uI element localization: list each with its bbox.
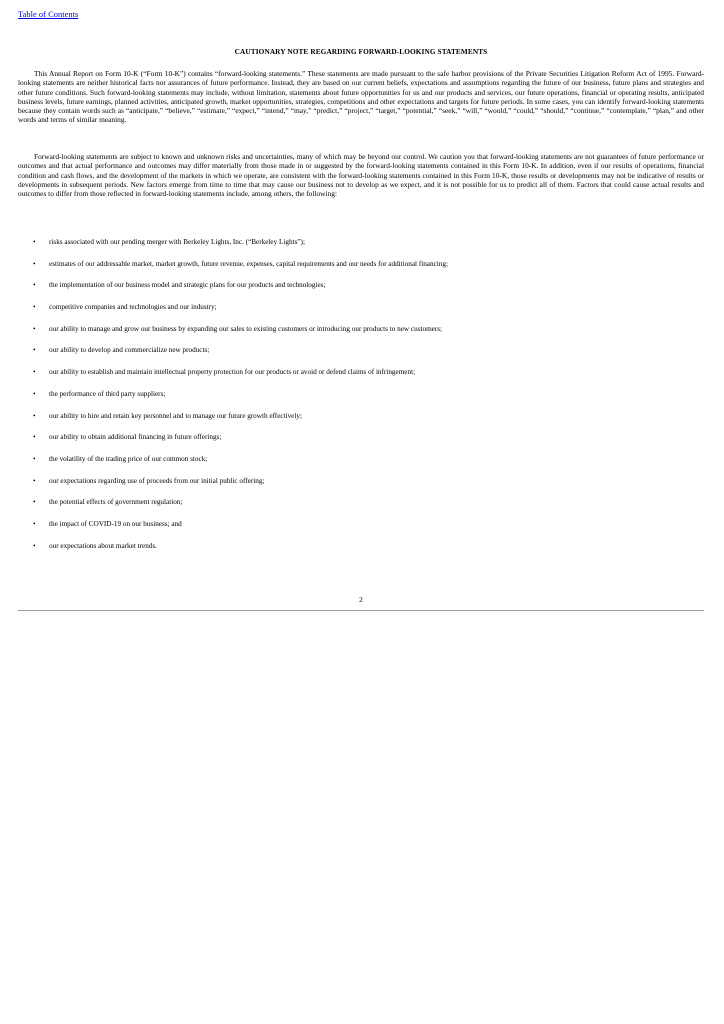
list-item (18, 542, 704, 564)
bullet-icon: • (33, 368, 36, 377)
page-number: 2 (359, 595, 363, 604)
list-item-text: risks associated with our pending merger with Berkeley Lights, Inc. (“Berkeley Lights”); (49, 238, 305, 246)
intro-paragraph: This Annual Report on Form 10-K (“Form 10-K”) contains “forward-looking statements.” These statements are made pursuant to the safe harbor provisions of the Private Securities Litigation Reform Act of 1995. Forward-looking statements are neither historical facts nor assurances of future performance. Instead, they are based on our current beliefs, expectations and assumptions regarding the future of our business, future plans and strategies and other future conditions. Such forward-looking statements may include, without limitation, statements about future opportunities for us and our products and services, our future operations, financial or operating results, anticipated business levels, future earnings, planned activities, anticipated growth, market opportunities, strategies, competitions and other expectations and targets for future periods. In some cases, you can identify forward-looking statements because they contain words such as “anticipate,” “believe,” “estimate,” “expect,” “intend,” “may,” “predict,” “project,” “target,” “potential,” “seek,” “will,” “would,” “could,” “should,” “continue,” “contemplate,” “plan,” and other words and terms of similar meaning. (18, 69, 704, 125)
list-item-text: our ability to manage and grow our business by expanding our sales to existing customers or introducing our products to new customers; (49, 324, 443, 333)
list-item-text: the impact of COVID-19 on our business; and (49, 519, 182, 528)
list-item-text: the volatility of the trading price of our common stock; (49, 454, 208, 463)
list-item (18, 368, 704, 390)
list-item-text: our ability to establish and maintain intellectual property protection for our products or avoid or defend claims of infringement; (49, 368, 416, 377)
bullet-icon: • (33, 389, 36, 398)
list-item (18, 520, 704, 542)
bullet-icon: • (33, 238, 36, 246)
risk-paragraph: Forward-looking statements are subject to known and unknown risks and uncertainties, many of which may be beyond our control. We caution you that forward-looking statements are not guarantees of future performance or outcomes and that actual performance and outcomes may differ materially from those made in or suggested by the forward-looking statements contained in this Form 10-K. In addition, even if our results of operations, financial condition and cash flows, and the development of the markets in which we operate, are consistent with the forward-looking statements contained in this Form 10-K, those results or developments may not be indicative of results or developments in subsequent periods. New factors emerge from time to time that may cause our business not to develop as we expect, and it is not possible for us to predict all of them. Factors that could cause actual results and outcomes to differ from those reflected in forward-looking statements include, among others, the following: (18, 152, 704, 199)
bullet-icon: • (33, 476, 36, 485)
list-item-text: competitive companies and technologies and our industry; (49, 303, 217, 312)
bullet-icon: • (33, 281, 36, 290)
bullet-icon: • (33, 519, 36, 528)
list-item-text: our ability to obtain additional financing in future offerings; (49, 433, 222, 442)
list-item-text: the performance of third party suppliers; (49, 389, 166, 398)
list-item (18, 346, 704, 368)
bullet-icon: • (33, 454, 36, 463)
list-item (18, 498, 704, 520)
list-item-text: the implementation of our business model and strategic plans for our products and technologies; (49, 281, 326, 290)
list-item-text: our ability to hire and retain key personnel and to manage our future growth effectively; (49, 411, 302, 420)
list-item (18, 412, 704, 434)
list-item (18, 303, 704, 325)
list-item (18, 390, 704, 412)
risk-factor-list (18, 238, 704, 563)
bullet-icon: • (33, 324, 36, 333)
bullet-icon: • (33, 433, 36, 442)
section-title: CAUTIONARY NOTE REGARDING FORWARD-LOOKING STATEMENTS (234, 47, 488, 56)
bullet-icon: • (33, 411, 36, 420)
table-of-contents-link[interactable]: Table of Contents (18, 9, 79, 19)
list-item (18, 260, 704, 282)
page-divider (18, 610, 704, 611)
list-item (18, 281, 704, 303)
list-item-text: our expectations about market trends. (49, 541, 157, 550)
list-item (18, 433, 704, 455)
list-item (18, 455, 704, 477)
list-item-text: estimates of our addressable market, market growth, future revenue, expenses, capital requirements and our needs for additional financing; (49, 259, 448, 268)
list-item (18, 325, 704, 347)
list-item (18, 477, 704, 499)
list-item-text: our ability to develop and commercialize new products; (49, 346, 210, 355)
list-item-text: the potential effects of government regulation; (49, 498, 183, 507)
list-item (18, 238, 704, 260)
bullet-icon: • (33, 259, 36, 268)
bullet-icon: • (33, 303, 36, 312)
bullet-icon: • (33, 346, 36, 355)
list-item-text: our expectations regarding use of proceeds from our initial public offering; (49, 476, 265, 485)
bullet-icon: • (33, 498, 36, 507)
bullet-icon: • (33, 541, 36, 550)
